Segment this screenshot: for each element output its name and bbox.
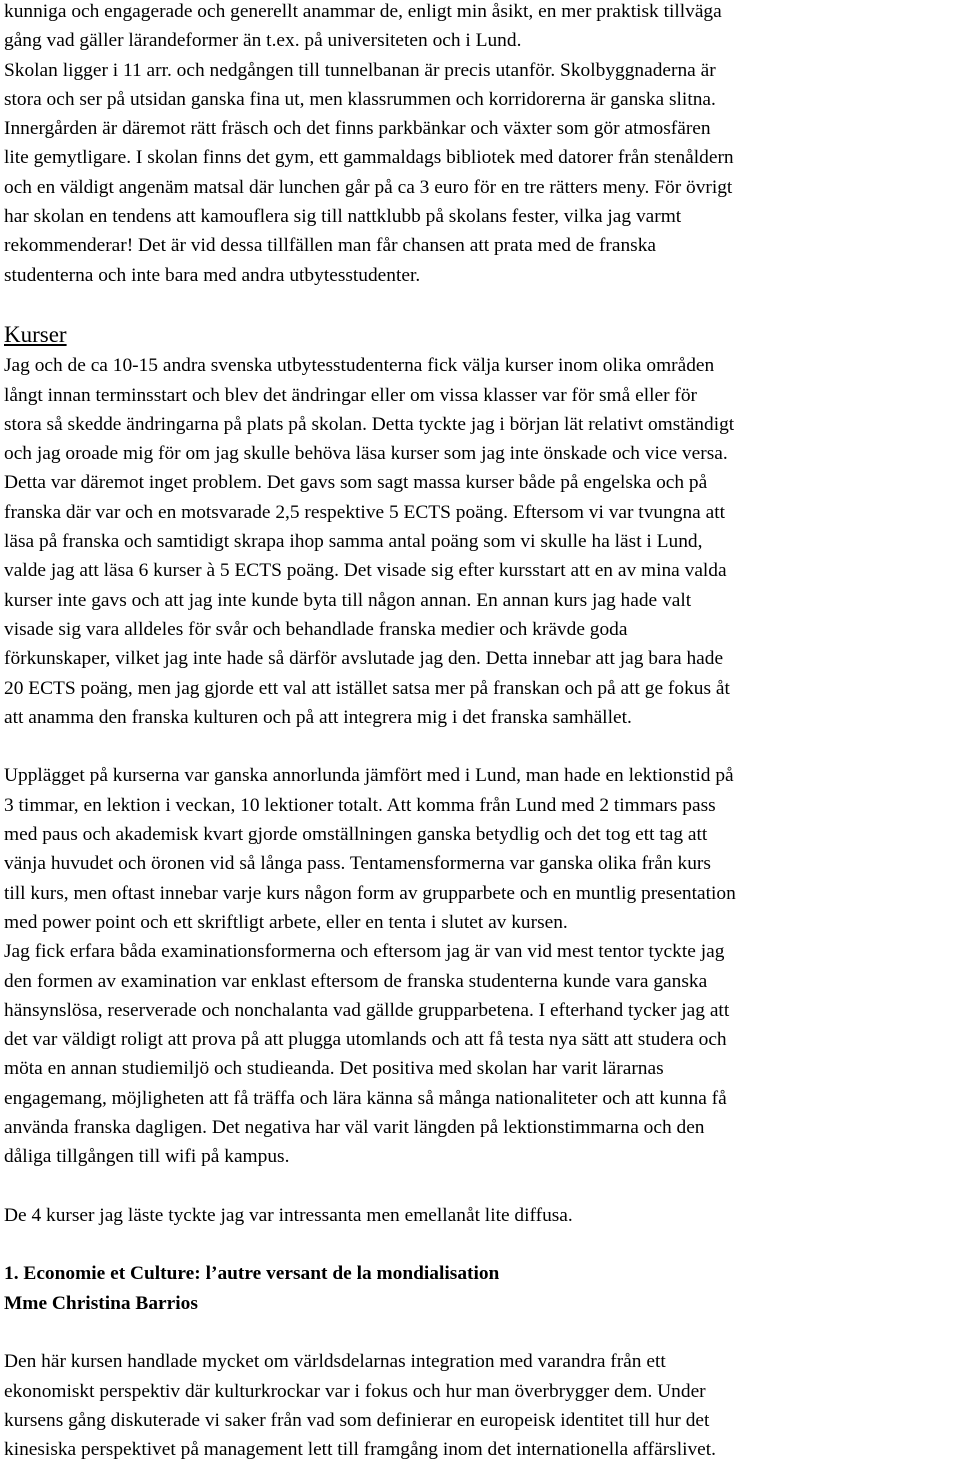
kurser-paragraph-1: Jag och de ca 10-15 andra svenska utbytesstudenterna fick välja kurser inom olika områden långt innan terminsstart och blev det ändringar eller om vissa klasser var för små eller för stora så skedde ändringarna på plats på skolan. Detta tyckte jag i början lät relativt omständigt och jag oroade mig för om jag skulle behöva läsa kurser som jag inte önskade och vice versa. Detta var däremot inget problem. Det gavs som sagt massa kurser både på engelska och på franska där var och en motsvarade 2,5 respektive 5 ECTS poäng. Eftersom vi var tvungna att läsa på franska och samtidigt skrapa ihop samma antal poäng som vi skulle ha läst i Lund, valde jag att läsa 6 kurser à 5 ECTS poäng. Det visade sig efter kursstart att en av mina valda kurser inte gavs och att jag inte kunde byta till någon annan. En annan kurs jag hade valt visade sig vara alldeles för svår och behandlade franska medier och krävde goda förkunskaper, vilket jag inte hade så därför avslutade jag den. Detta innebar att jag bara hade 20 ECTS poäng, men jag gjorde ett val att istället satsa mer på franskan och på att ge fokus åt att anamma den franska kulturen och på att integrera mig i det franska samhället. [4,355,735,728]
spacer [4,1318,956,1347]
spacer [4,1172,956,1201]
intro-paragraph: kunniga och engagerade och generellt anammar de, enligt min åsikt, en mer praktisk tillväga gång vad gäller lärandeformer än t.ex. på universiteten och i Lund. Skolan ligger i 11 arr. och nedgången till tunnelbanan är precis utanför. Skolbyggnaderna är stora och ser på utsidan ganska fina ut, men klassrummen och korridorerna är ganska slitna. Innergården är däremot rätt fräsch och det finns parkbänkar och växter som gör atmosfären lite gemytligare. I skolan finns det gym, ett gammaldags bibliotek med datorer från stenåldern och en väldigt angenäm matsal där lunchen går på ca 3 euro för en tre rätters meny. För övrigt har skolan en tendens att kamouflera sig till nattklubb på skolans fester, vilka jag varmt rekommenderar! Det är vid dessa tillfällen man får chansen att prata med de franska studenterna och inte bara med andra utbytesstudenter. [4,1,734,286]
kurser-paragraph-3: De 4 kurser jag läste tyckte jag var intressanta men emellanåt lite diffusa. [4,1204,573,1226]
section-heading-kurser: Kurser [4,322,67,348]
course-1-paragraph: Den här kursen handlade mycket om världsdelarnas integration med varandra från ett ekonomiskt perspektiv där kulturkrockar var i fokus och hur man överbrygger dem. Under kursens gång diskuterade vi saker från vad som definierar en europeisk identitet till hur det kinesiska perspektivet på management lett till framgång inom det internationella affärslivet. [4,1351,717,1461]
kurser-paragraph-2: Upplägget på kurserna var ganska annorlunda jämfört med i Lund, man hade en lektionstid på 3 timmar, en lektion i veckan, 10 lektioner totalt. Att komma från Lund med 2 timmars pass med paus och akademisk kvart gjorde omställningen ganska betydlig och det tog ett tag att vänja huvudet och öronen vid så långa pass. Tentamensformerna var ganska olika från kurs till kurs, men oftast innebar varje kurs någon form av grupparbete och en muntlig presentation med power point och ett skriftligt arbete, eller en tenta i slutet av kursen. Jag fick erfara båda examinationsformerna och eftersom jag är van vid mest tentor tyckte jag den formen av examination var enklast eftersom de franska studenterna kunde vara ganska hänsynslösa, reserverade och nonchalanta vad gällde grupparbetena. I efterhand tycker jag att det var väldigt roligt att prova på att plugga utomlands och att få testa nya sätt att studera och möta en annan studiemiljö och studieanda. Det positiva med skolan har varit lärarnas engagemang, möjligheten att få träffa och lära känna så många nationaliteter och att kunna få använda franska dagligen. Det negativa har väl varit längden på lektionstimmarna och den dåliga tillgången till wifi på kampus. [4,765,736,1168]
document-page [4,0,956,1465]
spacer [4,290,956,319]
course-1-teacher: Mme Christina Barrios [4,1292,198,1314]
course-1-title: 1. Economie et Culture: l’autre versant de la mondialisation [4,1263,500,1285]
spacer [4,1230,956,1259]
spacer [4,732,956,761]
